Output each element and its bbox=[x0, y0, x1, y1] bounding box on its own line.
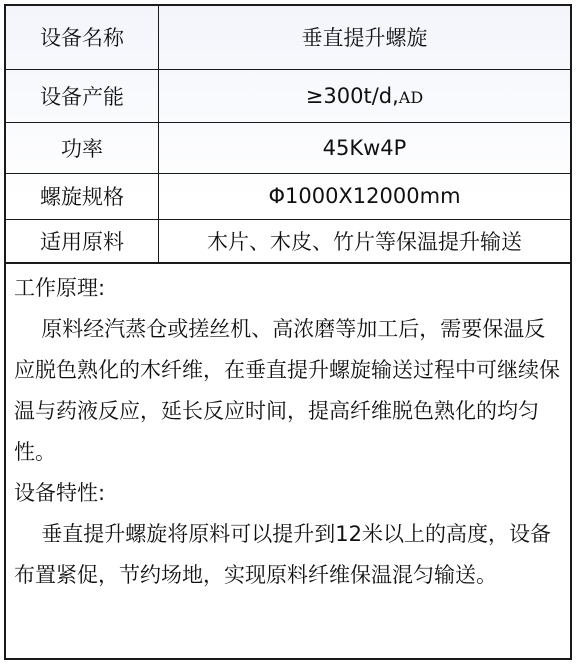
spec-value: 45Kw4P bbox=[159, 122, 571, 173]
spec-value: 木片、木皮、竹片等保温提升输送 bbox=[159, 219, 571, 262]
features-heading: 设备特性: bbox=[14, 480, 106, 505]
spec-value: ≥300t/d, bbox=[305, 83, 399, 108]
spec-label: 功率 bbox=[6, 122, 159, 173]
equipment-spec-sheet bbox=[4, 4, 572, 660]
description-section bbox=[6, 263, 570, 596]
spec-value: Φ1000X12000mm bbox=[159, 173, 571, 219]
spec-label: 设备产能 bbox=[6, 69, 159, 122]
spec-row-screw-size bbox=[6, 173, 570, 219]
spec-value-suffix: AD bbox=[398, 87, 424, 107]
spec-row-name bbox=[6, 6, 570, 69]
spec-row-power bbox=[6, 122, 570, 173]
spec-row-capacity bbox=[6, 69, 570, 122]
spec-value: 垂直提升螺旋 bbox=[159, 6, 571, 69]
spec-label: 设备名称 bbox=[6, 6, 159, 69]
spec-label: 螺旋规格 bbox=[6, 173, 159, 219]
spec-table bbox=[6, 6, 570, 263]
features-text: 垂直提升螺旋将原料可以提升到12米以上的高度，设备布置紧促，节约场地，实现原料纤维保温混匀输送。 bbox=[14, 521, 552, 587]
spec-value-cell bbox=[159, 69, 571, 122]
spec-label: 适用原料 bbox=[6, 219, 159, 262]
principle-heading: 工作原理: bbox=[14, 275, 106, 300]
spec-row-materials bbox=[6, 219, 570, 262]
principle-text: 原料经汽蒸仓或搓丝机、高浓磨等加工后，需要保温反应脱色熟化的木纤维，在垂直提升螺旋输送过程中可继续保温与药液反应，延长反应时间，提高纤维脱色熟化的均匀性。 bbox=[14, 316, 560, 464]
